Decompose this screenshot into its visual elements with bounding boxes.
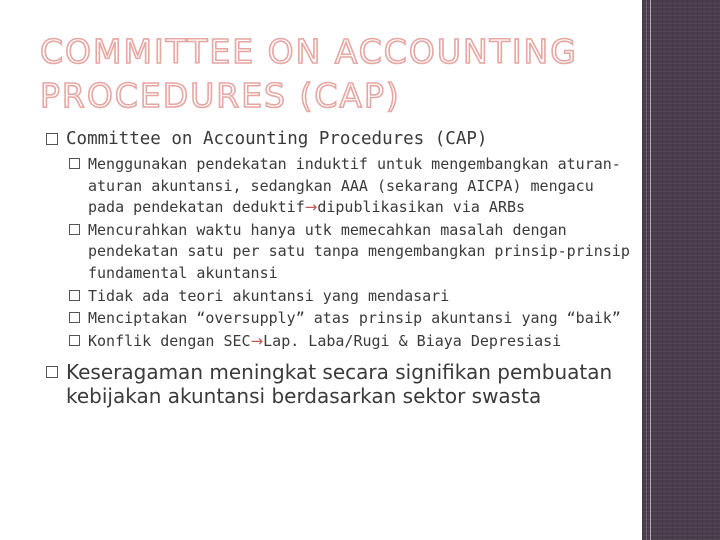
slide-title (40, 30, 630, 118)
square-bullet-icon (69, 158, 80, 169)
bullet-text: Committee on Accounting Procedures (CAP) (66, 129, 488, 149)
bullet-text: Menggunakan pendekatan induktif untuk mengembangkan aturan-aturan akuntansi, sedangkan AAA (sekarang AICPA) mengacu pada pendekatan deduktif (88, 155, 621, 217)
bullet-level1 (46, 360, 636, 408)
bullet-text: Konflik dengan SEC (88, 331, 251, 350)
arrow-right-icon: → (304, 198, 318, 217)
square-bullet-icon (69, 224, 80, 235)
square-bullet-icon (46, 366, 58, 378)
bullet-text: Lap. Laba/Rugi & Biaya Depresiasi (263, 331, 562, 350)
bullet-level2 (46, 308, 636, 330)
square-bullet-icon (69, 290, 80, 301)
bullet-level2 (46, 220, 636, 285)
bullet-text: Mencurahkan waktu hanya utk memecahkan masalah dengan pendekatan satu per satu tanpa mengembangkan prinsip-prinsip fundamental akuntansi (88, 220, 630, 282)
bullet-text: Menciptakan “oversupply” atas prinsip akuntansi yang “baik” (88, 309, 621, 328)
bullet-level2 (46, 286, 636, 308)
bullet-level2 (46, 154, 636, 219)
square-bullet-icon (69, 312, 80, 323)
bullet-level1 (46, 128, 636, 150)
slide-title-line: COMMITTEE ON ACCOUNTING (40, 32, 578, 71)
slide-title-line: PROCEDURES (CAP) (40, 76, 401, 115)
arrow-right-icon: → (250, 331, 264, 350)
decorative-side-band (642, 0, 720, 540)
bullet-text: Tidak ada teori akuntansi yang mendasari (88, 286, 450, 305)
band-divider (650, 0, 651, 540)
slide-body (46, 128, 636, 412)
square-bullet-icon (69, 335, 80, 346)
square-bullet-icon (46, 133, 58, 145)
bullet-level2 (46, 331, 636, 353)
band-divider (646, 0, 647, 540)
bullet-text: dipublikasikan via ARBs (317, 198, 526, 217)
bullet-text: Keseragaman meningkat secara signifikan pembuatan kebijakan akuntansi berdasarkan sektor swasta (66, 360, 613, 409)
